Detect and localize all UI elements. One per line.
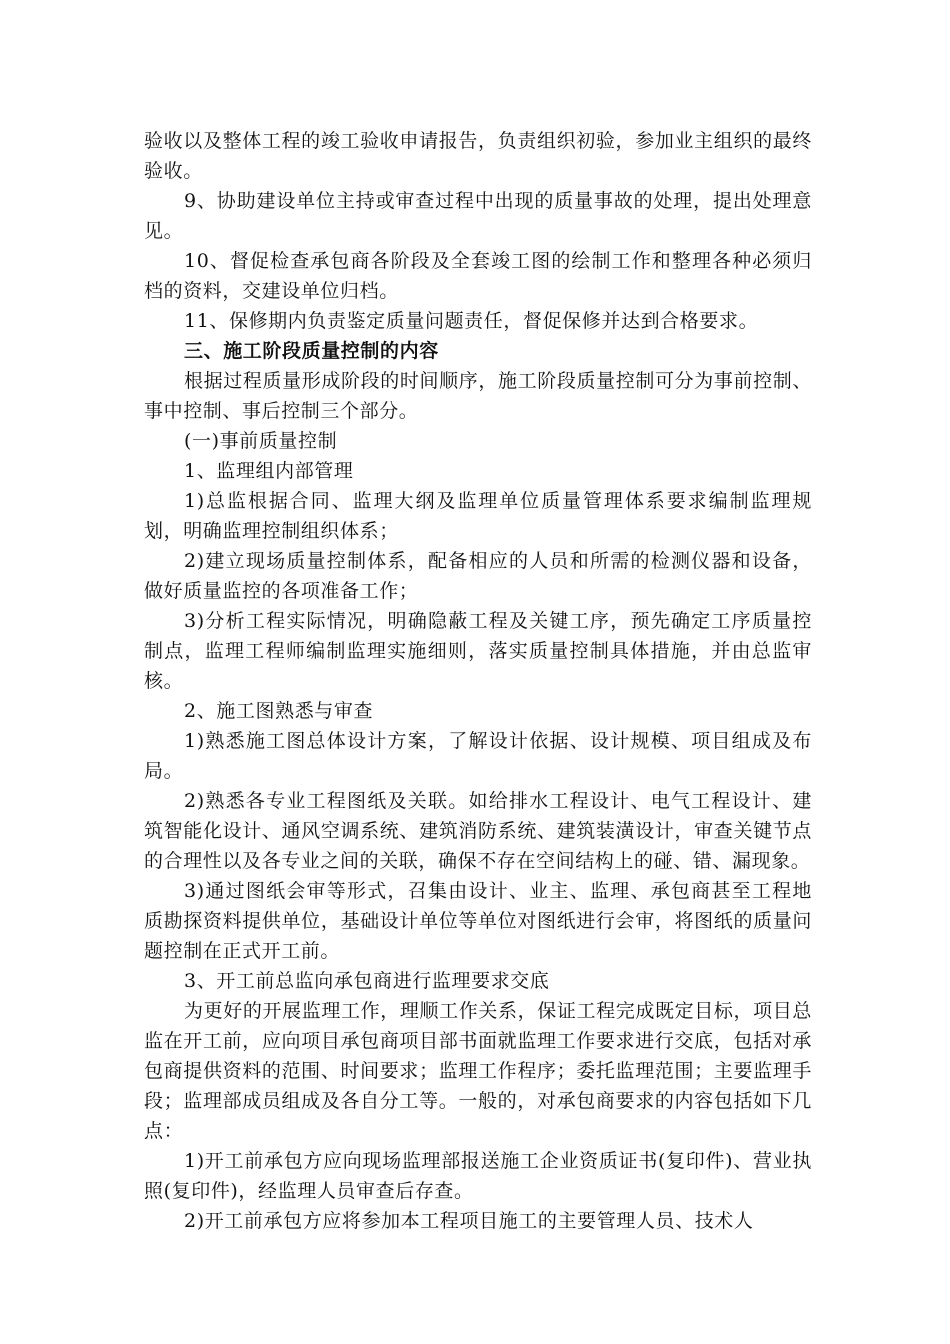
paragraph: 3)通过图纸会审等形式，召集由设计、业主、监理、承包商甚至工程地质勘探资料提供单位，基础设计单位等单位对图纸进行会审，将图纸的质量问题控制在正式开工前。 (144, 880, 812, 962)
subheading: 1、监理组内部管理 (184, 460, 354, 482)
paragraph: 9、协助建设单位主持或审查过程中出现的质量事故的处理，提出处理意见。 (144, 190, 812, 242)
paragraph: 3)分析工程实际情况，明确隐蔽工程及关键工序，预先确定工序质量控制点，监理工程师编制监理实施细则，落实质量控制具体措施，并由总监审核。 (144, 610, 812, 692)
paragraph: 2)熟悉各专业工程图纸及关联。如给排水工程设计、电气工程设计、建筑智能化设计、通风空调系统、建筑消防系统、建筑装潢设计，审查关键节点的合理性以及各专业之间的关联，确保不存在空间结构上的碰、错、漏现象。 (144, 790, 812, 872)
paragraph: 2)建立现场质量控制体系，配备相应的人员和所需的检测仪器和设备，做好质量监控的各项准备工作； (144, 550, 812, 602)
paragraph: 2)开工前承包方应将参加本工程项目施工的主要管理人员、技术人 (184, 1210, 754, 1232)
section-heading: 三、施工阶段质量控制的内容 (184, 340, 439, 362)
document-body (144, 126, 812, 1236)
paragraph: 1)开工前承包方应向现场监理部报送施工企业资质证书(复印件)、营业执照(复印件)，经监理人员审查后存查。 (144, 1150, 812, 1202)
subheading: 3、开工前总监向承包商进行监理要求交底 (184, 970, 550, 992)
paragraph: 根据过程质量形成阶段的时间顺序，施工阶段质量控制可分为事前控制、事中控制、事后控制三个部分。 (144, 370, 812, 422)
subheading: (一)事前质量控制 (184, 430, 338, 452)
paragraph: 验收以及整体工程的竣工验收申请报告，负责组织初验，参加业主组织的最终验收。 (144, 130, 812, 182)
subheading: 2、施工图熟悉与审查 (184, 700, 374, 722)
paragraph: 10、督促检查承包商各阶段及全套竣工图的绘制工作和整理各种必须归档的资料，交建设单位归档。 (144, 250, 812, 302)
paragraph: 1)总监根据合同、监理大纲及监理单位质量管理体系要求编制监理规划，明确监理控制组织体系； (144, 490, 812, 542)
paragraph: 为更好的开展监理工作，理顺工作关系，保证工程完成既定目标，项目总监在开工前，应向项目承包商项目部书面就监理工作要求进行交底，包括对承包商提供资料的范围、时间要求；监理工作程序；委托监理范围；主要监理手段；监理部成员组成及各自分工等。一般的，对承包商要求的内容包括如下几点： (144, 1000, 812, 1142)
paragraph: 11、保修期内负责鉴定质量问题责任，督促保修并达到合格要求。 (184, 310, 759, 332)
paragraph: 1)熟悉施工图总体设计方案，了解设计依据、设计规模、项目组成及布局。 (144, 730, 812, 782)
